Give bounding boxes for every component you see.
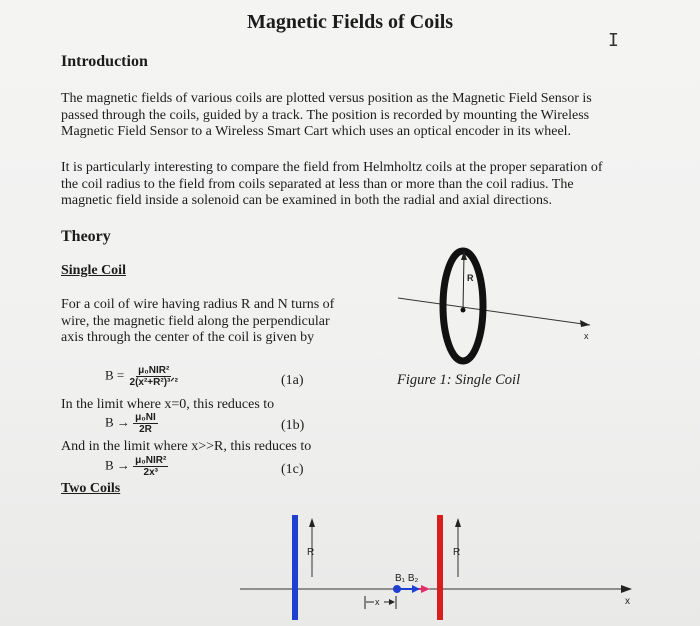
axis-line [398, 298, 590, 325]
text-line: passed through the coils, guided by a track. The position is recorded by mounting the Wireless [61, 107, 590, 123]
equation-denominator: 2(x²+R²)³ᐟ² [129, 377, 178, 388]
field-labels: B₁ B₂ [395, 573, 419, 584]
introduction-paragraph-1 [61, 91, 592, 141]
right-radius-arrowhead-icon [455, 518, 461, 527]
center-dot [461, 308, 466, 313]
equation-numerator: μ₀NIR² [138, 365, 170, 376]
x-axis-label: x [625, 596, 630, 607]
equation-numerator: μ₀NIR² [135, 455, 167, 466]
single-coil-heading: Single Coil [61, 263, 126, 278]
field-arrowhead-b1-icon [412, 585, 420, 593]
introduction-paragraph-2 [61, 160, 603, 210]
left-radius-arrowhead-icon [309, 518, 315, 527]
radius-line [463, 254, 464, 310]
limit-text-2: And in the limit where x>>R, this reduces to [61, 439, 312, 454]
equation-1a [105, 365, 180, 388]
text-line: magnetic field inside a solenoid can be examined in both the radial and axial directions. [61, 193, 553, 208]
axis-arrowhead-icon [580, 320, 590, 327]
text-line: the coil radius to the field from coils separated at less than or more than the coil radius. The [61, 176, 574, 192]
equation-1b-label: (1b) [281, 418, 305, 433]
two-coils-figure [240, 505, 645, 620]
equation-lhs: B → [105, 414, 130, 430]
left-coil-blue [292, 515, 298, 620]
equation-lhs: B → [105, 457, 130, 473]
text-line: Magnetic Field Sensor to a Wireless Smart Cart which uses an optical encoder in its wheel. [61, 124, 572, 139]
equation-numerator: μ₀NI [135, 412, 156, 423]
right-coil-red [437, 515, 443, 620]
two-coils-heading: Two Coils [61, 481, 121, 496]
equation-1c [105, 455, 168, 478]
equation-fraction [133, 412, 158, 435]
text-line: wire, the magnetic field along the perpendicular [61, 313, 330, 329]
text-line: axis through the center of the coil is given by [61, 330, 315, 345]
right-radius-label: R [453, 547, 461, 558]
single-coil-figure [390, 230, 605, 370]
text-line: It is particularly interesting to compare the field from Helmholtz coils at the proper separation of [61, 160, 603, 175]
introduction-heading: Introduction [61, 53, 148, 70]
field-arrowhead-b2-icon [421, 585, 430, 593]
x-axis-arrowhead-icon [621, 585, 632, 593]
text-line: For a coil of wire having radius R and N turns of [61, 297, 335, 312]
figure-1-caption: Figure 1: Single Coil [397, 372, 521, 388]
left-radius-label: R [307, 547, 315, 558]
text-line: The magnetic fields of various coils are plotted versus position as the Magnetic Field Sensor is [61, 91, 592, 106]
equation-denominator: 2x³ [143, 467, 158, 478]
theory-heading: Theory [61, 228, 111, 245]
x-axis-label: x [584, 331, 589, 341]
equation-lhs: B = [105, 367, 125, 383]
text-cursor-icon: I [608, 30, 619, 51]
x-marker-arrowhead-icon [389, 599, 395, 605]
equation-1b [105, 412, 158, 435]
limit-text-1: In the limit where x=0, this reduces to [61, 397, 275, 412]
equation-fraction [128, 365, 180, 388]
radius-label: R [467, 273, 474, 283]
page-title: Magnetic Fields of Coils [246, 11, 454, 33]
x-marker-label: x [375, 597, 380, 607]
sensor-point [393, 585, 401, 593]
equation-denominator: 2R [139, 424, 152, 435]
equation-1c-label: (1c) [281, 462, 304, 477]
equation-1a-label: (1a) [281, 373, 304, 388]
equation-fraction [133, 455, 168, 478]
single-coil-paragraph [61, 297, 334, 347]
